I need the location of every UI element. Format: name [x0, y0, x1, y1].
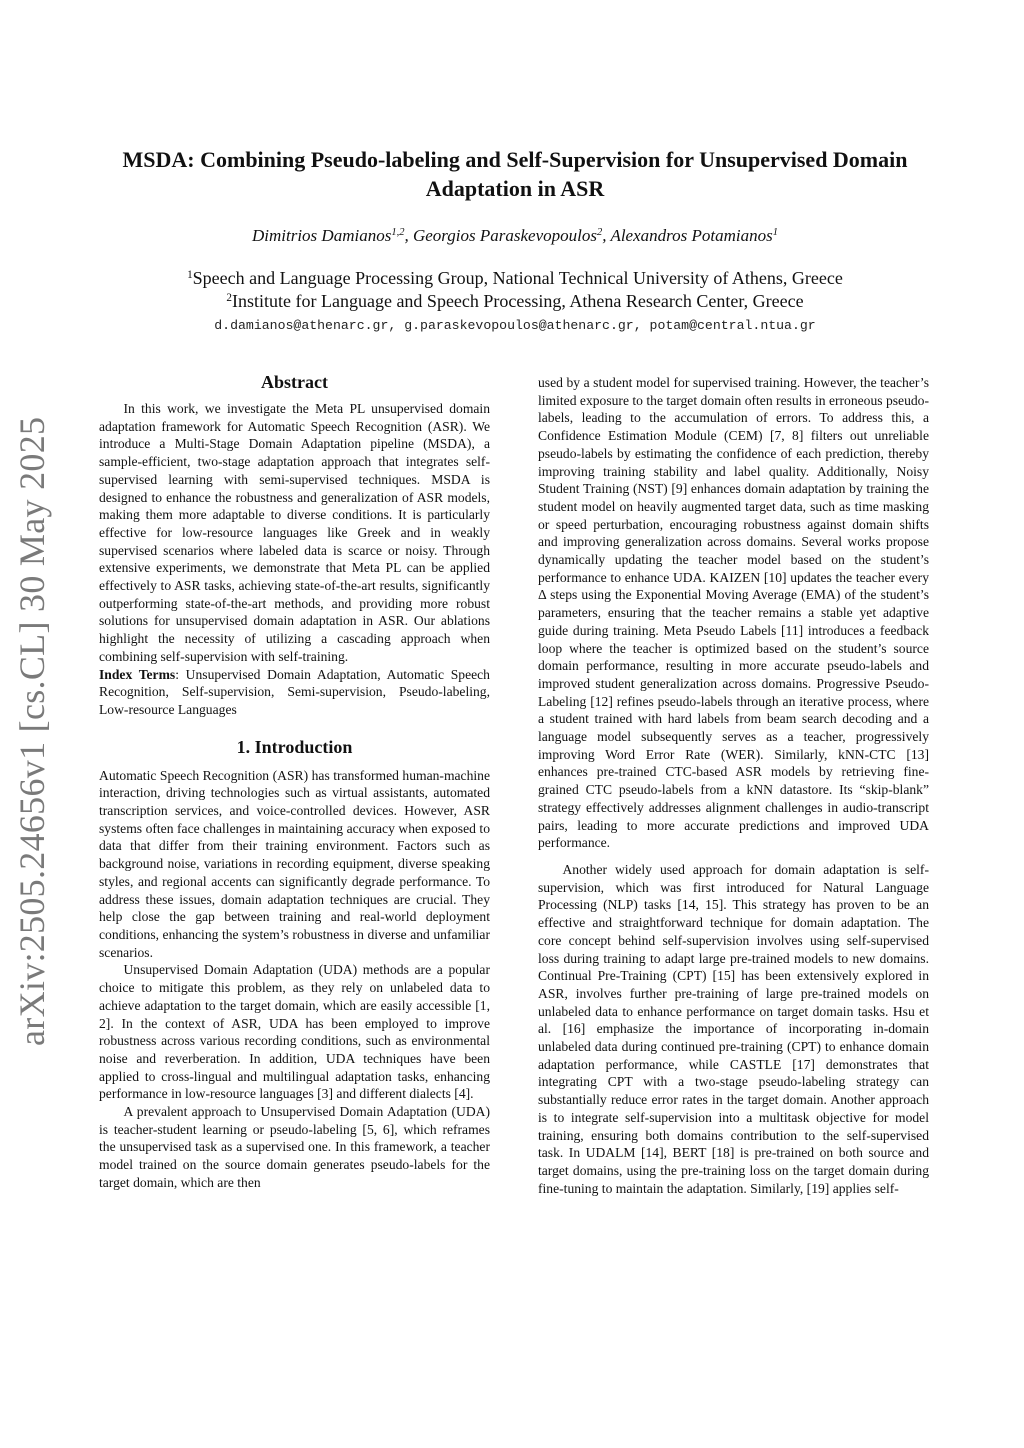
left-column [99, 370, 490, 1192]
index-terms [99, 666, 490, 719]
index-terms-label: Index Terms [99, 666, 176, 682]
author-list [100, 224, 930, 248]
introduction-heading: 1. Introduction [236, 736, 353, 757]
affiliation-2 [100, 289, 930, 313]
affiliation-1 [100, 266, 930, 290]
introduction-paragraph: A prevalent approach to Unsupervised Domain Adaptation (UDA) is teacher-student learning or pseudo-labeling [5, 6], which reframes the unsupervised task as a supervised one. In this framework, a teacher model trained on the source domain generates pseudo-labels for the target domain, which are then [99, 1104, 490, 1190]
author-separator: , [404, 226, 413, 245]
affiliation-mark: 2 [226, 291, 232, 304]
author-affiliation-mark: 1,2 [391, 227, 405, 239]
right-column [538, 374, 929, 1197]
author-name: Alexandros Potamianos [610, 226, 773, 245]
author-separator: , [602, 226, 611, 245]
introduction-paragraph: Unsupervised Domain Adaptation (UDA) methods are a popular choice to mitigate this problem, as they rely on unlabeled data to achieve adaptation to the target domain, which are easily accessible [1, 2]. In the context of ASR, UDA has been employed to improve robustness across various recording conditions, such as environmental noise and reverberation. In addition, UDA techniques have been applied to cross-lingual and multilingual adaptation tasks, enhancing performance in low-resource languages [3] and different dialects [4]. [99, 962, 490, 1102]
author-affiliation-mark: 2 [596, 227, 603, 239]
author-name: Dimitrios Damianos [251, 226, 392, 245]
paper-title: MSDA: Combining Pseudo-labeling and Self-Supervision for Unsupervised Domain Adaptation in ASR [122, 147, 908, 201]
affiliation-mark: 1 [187, 268, 193, 281]
introduction-paragraph: Automatic Speech Recognition (ASR) has transformed human-machine interaction, driving technologies such as virtual assistants, automated transcription services, and voice-controlled devices. However, ASR systems often face challenges in maintaining accuracy when exposed to data that differ from their training environment. Factors such as background noise, variations in recording equipment, diverse speaking styles, and regional accents can significantly degrade performance. To address these issues, domain adaptation techniques are crucial. They help close the gap between training and real-world deployment conditions, enhancing the system’s robustness in diverse and unfamiliar scenarios. [99, 767, 490, 960]
abstract-text: In this work, we investigate the Meta PL unsupervised domain adaptation framework for Automatic Speech Recognition (ASR). We introduce a Multi-Stage Domain Adaptation pipeline (MSDA), a sample-efficient, two-stage adaptation approach that integrates self-supervised learning with semi-supervised techniques. MSDA is designed to enhance the robustness and generalization of ASR models, making them more adaptable to diverse conditions. It is particularly effective for low-resource languages like Greek and in weakly supervised scenarios where labeled data is scarce or noisy. Through extensive experiments, we demonstrate that Meta PL can be applied effectively to ASR tasks, achieving state-of-the-art results, significantly outperforming state-of-the-art methods, and providing more robust solutions for unsupervised domain adaptation in ASR. Our ablations highlight the necessity of utilizing a cascading approach when combining self-supervision with self-training. [99, 401, 490, 664]
body-paragraph: used by a student model for supervised training. However, the teacher’s limited exposure to the target domain often results in erroneous pseudo-labels, leading to the accumulation of errors. To address this, a Confidence Estimation Module (CEM) [7, 8] filters out unreliable pseudo-labels by estimating the confidence of each prediction, thereby improving training stability and label quality. Additionally, Noisy Student Training (NST) [9] enhances domain adaptation by training the student model on heavily augmented target data, such as time masking or speed perturbation, encouraging robustness against domain shifts and improving generalization across domains. Several works propose dynamically updating the teacher model based on the student’s performance to enhance UDA. KAIZEN [10] updates the teacher every Δ steps using the Exponential Moving Average (EMA) of the student’s parameters, ensuring that the teacher remains a stable yet adaptive guide during training. Meta Pseudo Labels [11] introduces a feedback loop where the teacher is optimized based on the student’s source domain performance, resulting in more accurate pseudo-labels and improved student generalization across domains. Progressive Pseudo-Labeling [12] refines pseudo-labels through an iterative process, where a student trained with hard labels from beam search decoding and a language model subsequently serves as a teacher, progressively improving Word Error Rate (WER). Similarly, kNN-CTC [13] enhances pre-trained CTC-based ASR models by retrieving fine-grained CTC pseudo-labels from a kNN datastore. Its “skip-blank” strategy effectively addresses alignment challenges in audio-transcript pairs, leading to more accurate predictions and improved UDA performance. [538, 375, 929, 851]
author-name: Georgios Paraskevopoulos [412, 226, 597, 245]
author-emails: d.damianos@athenarc.gr, g.paraskevopoulos@athenarc.gr, potam@central.ntua.gr [214, 318, 816, 333]
author-affiliation-mark: 1 [772, 227, 778, 239]
arxiv-identifier-stamp: arXiv:2505.24656v1 [cs.CL] 30 May 2025 [12, 416, 52, 1046]
abstract-heading: Abstract [261, 372, 328, 392]
body-paragraph: Another widely used approach for domain adaptation is self-supervision, which was first introduced for Natural Language Processing (NLP) tasks [14, 15]. This strategy has proven to be an effective and straightforward technique for domain adaptation. The core concept behind self-supervision involves using self-supervised loss during training to adapt large pre-trained models to new domains. Continual Pre-Training (CPT) [15] has been extensively explored in ASR, involves further pre-training of large pre-trained models on unlabeled data to enhance performance on target domain tasks. Hsu et al. [16] emphasize the importance of incorporating in-domain unlabeled data during continued pre-training (CPT) to enhance domain adaptation performance, while CASTLE [17] demonstrates that integrating CPT with a two-stage pseudo-labeling strategy can substantially reduce error rates in the target domain. Another approach is to integrate self-supervision into a multitask objective for model training, ensuring both domains contribution to the self-supervised task. In UDALM [14], BERT [18] is pre-trained on both source and target domains, using the pre-training loss on the target domain during fine-tuning to maintain the adaptation. Similarly, [19] applies self- [538, 861, 929, 1196]
affiliation-text: Institute for Language and Speech Processing, Athena Research Center, Greece [232, 291, 804, 311]
index-terms-list: : Unsupervised Domain Adaptation, Automatic Speech Recognition, Self-supervision, Semi-supervision, Pseudo-labeling, Low-resource Languages [99, 666, 490, 717]
affiliation-text: Speech and Language Processing Group, National Technical University of Athens, Greece [192, 268, 843, 288]
